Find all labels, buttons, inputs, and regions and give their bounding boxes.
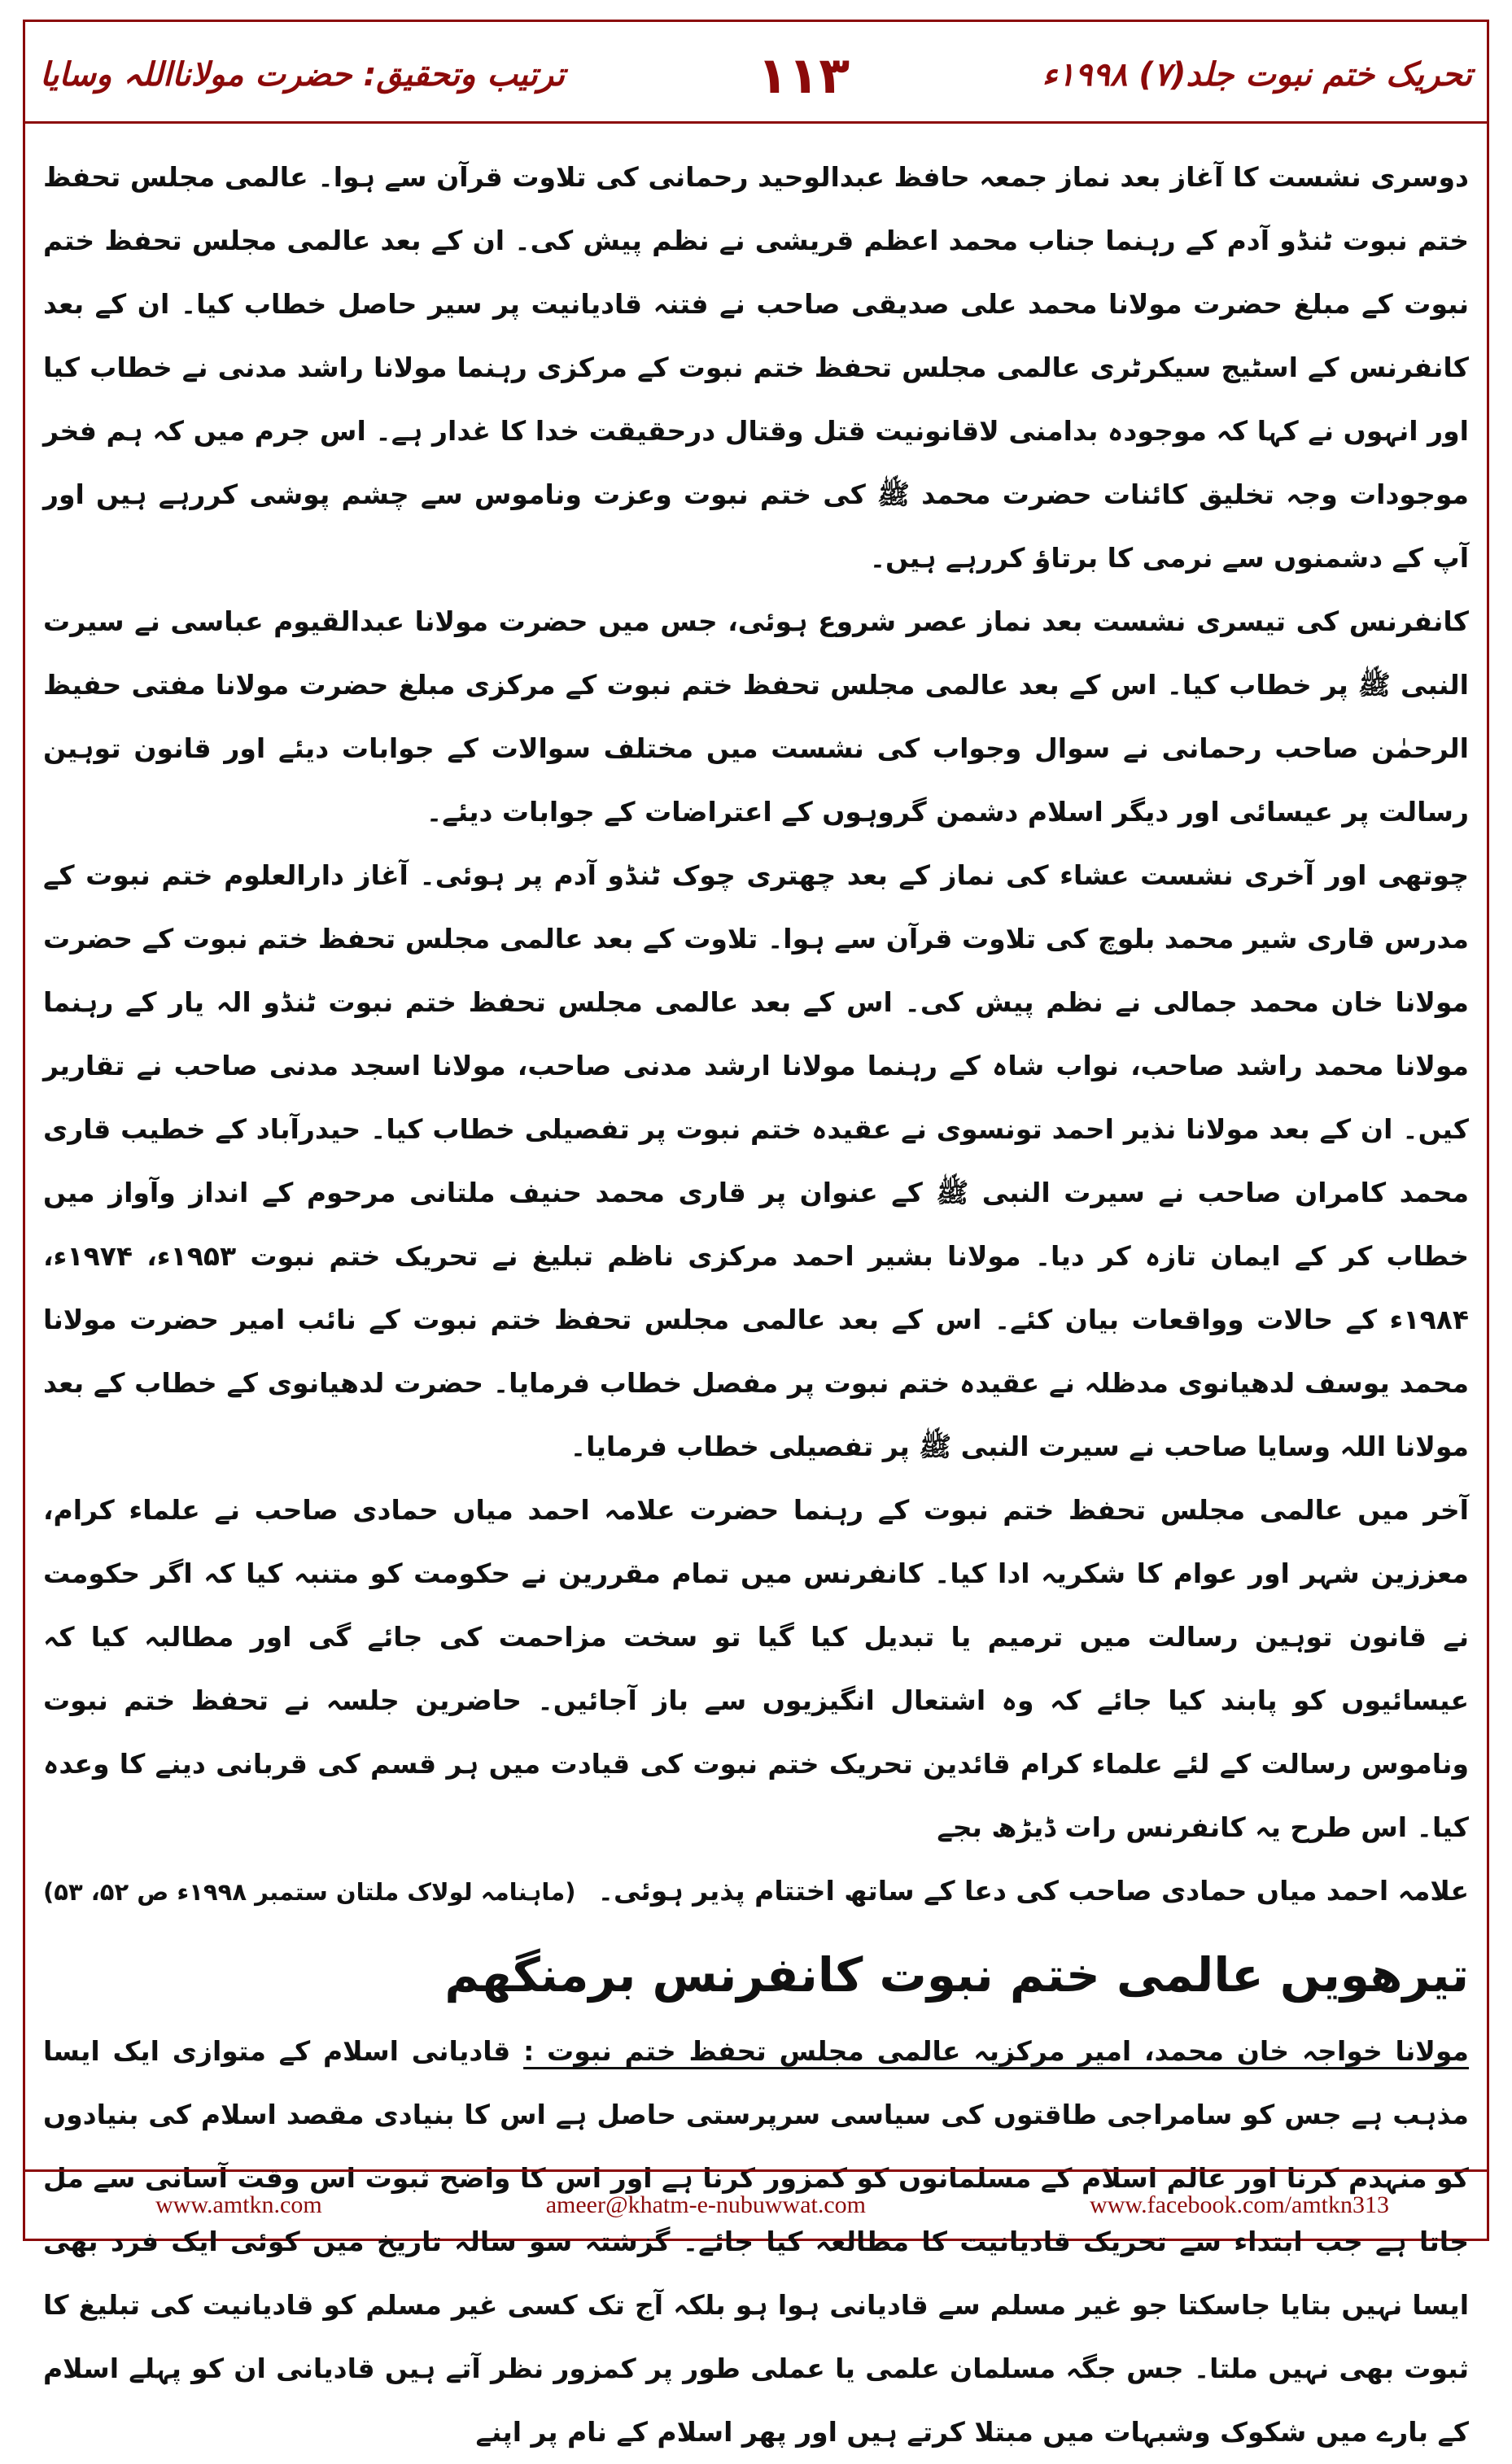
page-frame [23,20,1489,2448]
header-book-title: تحریک ختم نبوت جلد(۷) ۱۹۹۸ء [1042,56,1472,94]
section-author: مولانا خواجہ خان محمد، امیر مرکزیہ عالمی مجلس تحفظ ختم نبوت : [523,2035,1469,2067]
footer-facebook-link[interactable]: www.facebook.com/amtkn313 [1090,2191,1389,2218]
section-paragraph [43,2020,1469,2464]
paragraph-fourth-session: چوتھی اور آخری نشست عشاء کی نماز کے بعد چھتری چوک ٹنڈو آدم پر ہوئی۔ آغاز دارالعلوم ختم نبوت کے مدرس قاری شیر محمد بلوچ کی تلاوت قرآن سے ہوا۔ تلاوت کے بعد عالمی مجلس تحفظ ختم نبوت کے حضرت مولانا خان محمد جمالی نے نظم پیش کی۔ اس کے بعد عالمی مجلس تحفظ ختم نبوت ٹنڈو الہ یار کے رہنما مولانا محمد راشد صاحب، نواب شاہ کے رہنما مولانا ارشد مدنی صاحب، مولانا اسجد مدنی صاحب نے تقاریر کیں۔ ان کے بعد مولانا نذیر احمد تونسوی نے عقیدہ ختم نبوت پر تفصیلی خطاب کیا۔ حیدرآباد کے خطیب قاری محمد کامران صاحب نے سیرت النبی ﷺ کے عنوان پر قاری محمد حنیف ملتانی مرحوم کے انداز وآواز میں خطاب کر کے ایمان تازہ کر دیا۔ مولانا بشیر احمد مرکزی ناظم تبلیغ نے تحریک ختم نبوت ۱۹۵۳ء، ۱۹۷۴ء، ۱۹۸۴ء کے حالات وواقعات بیان کئے۔ اس کے بعد عالمی مجلس تحفظ ختم نبوت کے نائب امیر حضرت مولانا محمد یوسف لدھیانوی مدظلہ نے عقیدہ ختم نبوت پر مفصل خطاب فرمایا۔ حضرت لدھیانوی کے خطاب کے بعد مولانا اللہ وسایا صاحب نے سیرت النبی ﷺ پر تفصیلی خطاب فرمایا۔ [43,859,1470,1462]
page-header [25,22,1487,128]
paragraph-second-session: دوسری نشست کا آغاز بعد نماز جمعہ حافظ عبدالوحید رحمانی کی تلاوت قرآن سے ہوا۔ عالمی مجلس تحفظ ختم نبوت ٹنڈو آدم کے رہنما جناب محمد اعظم قریشی نے نظم پیش کی۔ ان کے بعد عالمی مجلس تحفظ ختم نبوت کے مبلغ حضرت مولانا محمد علی صدیقی صاحب نے فتنہ قادیانیت پر سیر حاصل خطاب کیا۔ ان کے بعد کانفرنس کے اسٹیج سیکرٹری عالمی مجلس تحفظ ختم نبوت کے مرکزی رہنما مولانا راشد مدنی نے خطاب کیا اور انہوں نے کہا کہ موجودہ بدامنی لاقانونیت قتل وقتال درحقیقت خدا کا غدار ہے۔ اس جرم میں کہ ہم فخر موجودات وجہ تخلیق کائنات حضرت محمد ﷺ کی ختم نبوت وعزت وناموس سے چشم پوشی کررہے ہیں اور آپ کے دشمنوں سے نرمی کا برتاؤ کررہے ہیں۔ [43,161,1469,574]
header-credit: ترتیب وتحقیق: حضرت مولانااللہ وسایا [40,56,565,94]
paragraph-third-session: کانفرنس کی تیسری نشست بعد نماز عصر شروع ہوئی، جس میں حضرت مولانا عبدالقیوم عباسی نے سیرت النبی ﷺ پر خطاب کیا۔ اس کے بعد عالمی مجلس تحفظ ختم نبوت کے مرکزی مبلغ حضرت مولانا مفتی حفیظ الرحمٰن صاحب رحمانی نے سوال وجواب کی نشست میں مختلف سوالات کے جوابات دیئے اور قانون توہین رسالت پر عیسائی اور دیگر اسلام دشمن گروہوں کے اعتراضات کے جوابات دیئے۔ [43,605,1469,828]
footer-website-link[interactable]: www.amtkn.com [155,2191,322,2218]
section-heading: تیرھویں عالمی ختم نبوت کانفرنس برمنگھم [444,1947,1469,2003]
page-number: ۱۱۳ [757,45,850,105]
header-divider [25,121,1487,124]
footer-email-link[interactable]: ameer@khatm-e-nubuwwat.com [545,2191,867,2218]
closing-line [43,1859,1469,1924]
closing-sentence: علامہ احمد میاں حمادی صاحب کی دعا کے ساتھ اختتام پذیر ہوئی۔ [597,1875,1469,1907]
paragraph-closing: آخر میں عالمی مجلس تحفظ ختم نبوت کے رہنما حضرت علامہ احمد میاں حمادی صاحب نے علماء کرام، معززین شہر اور عوام کا شکریہ ادا کیا۔ کانفرنس میں تمام مقررین نے حکومت کو متنبہ کیا کہ اگر حکومت نے قانون توہین رسالت میں ترمیم یا تبدیل کیا گیا تو سخت مزاحمت کی جائے گی اور مطالبہ کیا کہ عیسائیوں کو پابند کیا جائے کہ وہ اشتعال انگیزیوں سے باز آجائیں۔ حاضرین جلسہ نے تحفظ ختم نبوت وناموس رسالت کے لئے علماء کرام قائدین تحریک ختم نبوت کی قیادت میں ہر قسم کی قربانی دینے کا وعدہ کیا۔ اس طرح یہ کانفرنس رات ڈیڑھ بجے [43,1494,1469,1843]
page-footer [25,2172,1487,2239]
section-text: قادیانی اسلام کے متوازی ایک ایسا مذہب ہے جس کو سامراجی طاقتوں کی سیاسی سرپرستی حاصل ہے اس کا بنیادی مقصد اسلام کی بنیادوں کو منہدم کرنا اور عالم اسلام کے مسلمانوں کو کمزور کرنا ہے اور اس کا واضح ثبوت اس وقت آسانی سے مل جاتا ہے جب ابتداء سے تحریک قادیانیت کا مطالعہ کیا جائے۔ گزشتہ سو سالہ تاریخ میں کوئی ایک فرد بھی ایسا نہیں بتایا جاسکتا جو غیر مسلم سے قادیانی ہوا ہو بلکہ آج تک کسی غیر مسلم کو قادیانیت کی تبلیغ کا ثبوت بھی نہیں ملتا۔ جس جگہ مسلمان علمی یا عملی طور پر کمزور نظر آتے ہیں قادیانی ان کو پہلے اسلام کے بارے میں شکوک وشبہات میں مبتلا کرتے ہیں اور پھر اسلام کے نام پر اپنے [43,2035,1469,2448]
source-reference: (ماہنامہ لولاک ملتان ستمبر ۱۹۹۸ء ص ۵۲، ۵۳) [43,1878,576,1906]
